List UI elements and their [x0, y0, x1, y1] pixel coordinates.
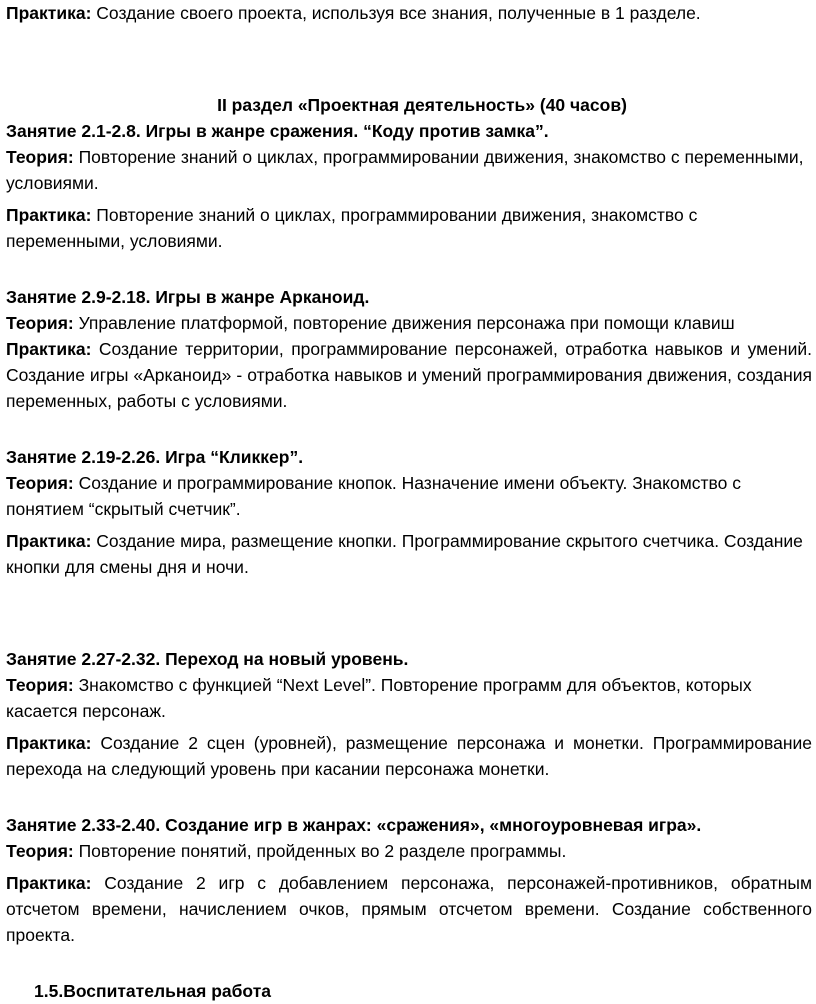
practice-label: Практика: [6, 3, 92, 23]
lesson-theory [6, 144, 812, 196]
intro-text: Создание своего проекта, используя все знания, полученные в 1 разделе. [91, 3, 701, 23]
lesson-theory [6, 838, 812, 864]
lesson-title: Занятие 2.1-2.8. Игры в жанре сражения. “Коду против замка”. [6, 121, 549, 141]
theory-label: Теория: [6, 313, 74, 333]
theory-label: Теория: [6, 147, 74, 167]
practice-text: Создание 2 игр с добавлением персонажа, персонажей-противников, обратным отсчетом времени, начислением очков, прямым отсчетом времени. Создание собственного проекта. [6, 873, 812, 945]
theory-label: Теория: [6, 473, 74, 493]
practice-text: Создание территории, программирование персонажей, отработка навыков и умений. Создание игры «Арканоид» - отработка навыков и умений программирования движения, создания переменных, работы с условиями. [6, 339, 812, 411]
practice-label: Практика: [6, 205, 92, 225]
lesson-theory [6, 470, 812, 522]
intro-paragraph [6, 0, 812, 26]
theory-text: Создание и программирование кнопок. Назначение имени объекту. Знакомство с понятием “скрытый счетчик”. [6, 473, 741, 519]
lesson-title: Занятие 2.9-2.18. Игры в жанре Арканоид. [6, 287, 370, 307]
theory-text: Повторение знаний о циклах, программировании движения, знакомство с переменными, условиями. [6, 147, 804, 193]
practice-text: Создание 2 сцен (уровней), размещение персонажа и монетки. Программирование перехода на следующий уровень при касании персонажа монетки. [6, 733, 812, 779]
document-page [6, 0, 812, 1004]
practice-label: Практика: [6, 531, 92, 551]
practice-label: Практика: [6, 339, 92, 359]
practice-text: Повторение знаний о циклах, программировании движения, знакомство с переменными, условиями. [6, 205, 698, 251]
practice-text: Создание мира, размещение кнопки. Программирование скрытого счетчика. Создание кнопки для смены дня и ночи. [6, 531, 803, 577]
lesson-title: Занятие 2.27-2.32. Переход на новый уровень. [6, 649, 409, 669]
practice-label: Практика: [6, 733, 92, 753]
lesson-practice [6, 336, 812, 414]
lesson-title: Занятие 2.19-2.26. Игра “Кликкер”. [6, 447, 304, 467]
lesson-practice [6, 870, 812, 948]
section-title: II раздел «Проектная деятельность» (40 часов) [217, 95, 627, 115]
theory-label: Теория: [6, 675, 74, 695]
lesson-title: Занятие 2.33-2.40. Создание игр в жанрах: «сражения», «многоуровневая игра». [6, 815, 702, 835]
theory-text: Знакомство с функцией “Next Level”. Повторение программ для объектов, которых касается персонаж. [6, 675, 752, 721]
theory-text: Управление платформой, повторение движения персонажа при помощи клавиш [73, 313, 735, 333]
lesson-practice [6, 730, 812, 782]
section-heading: 1.5.Воспитательная работа [34, 981, 271, 1001]
theory-label: Теория: [6, 841, 74, 861]
practice-label: Практика: [6, 873, 92, 893]
lesson-theory [6, 310, 812, 336]
lesson-practice [6, 528, 812, 580]
lesson-theory [6, 672, 812, 724]
lesson-practice [6, 202, 812, 254]
theory-text: Повторение понятий, пройденных во 2 разделе программы. [73, 841, 567, 861]
